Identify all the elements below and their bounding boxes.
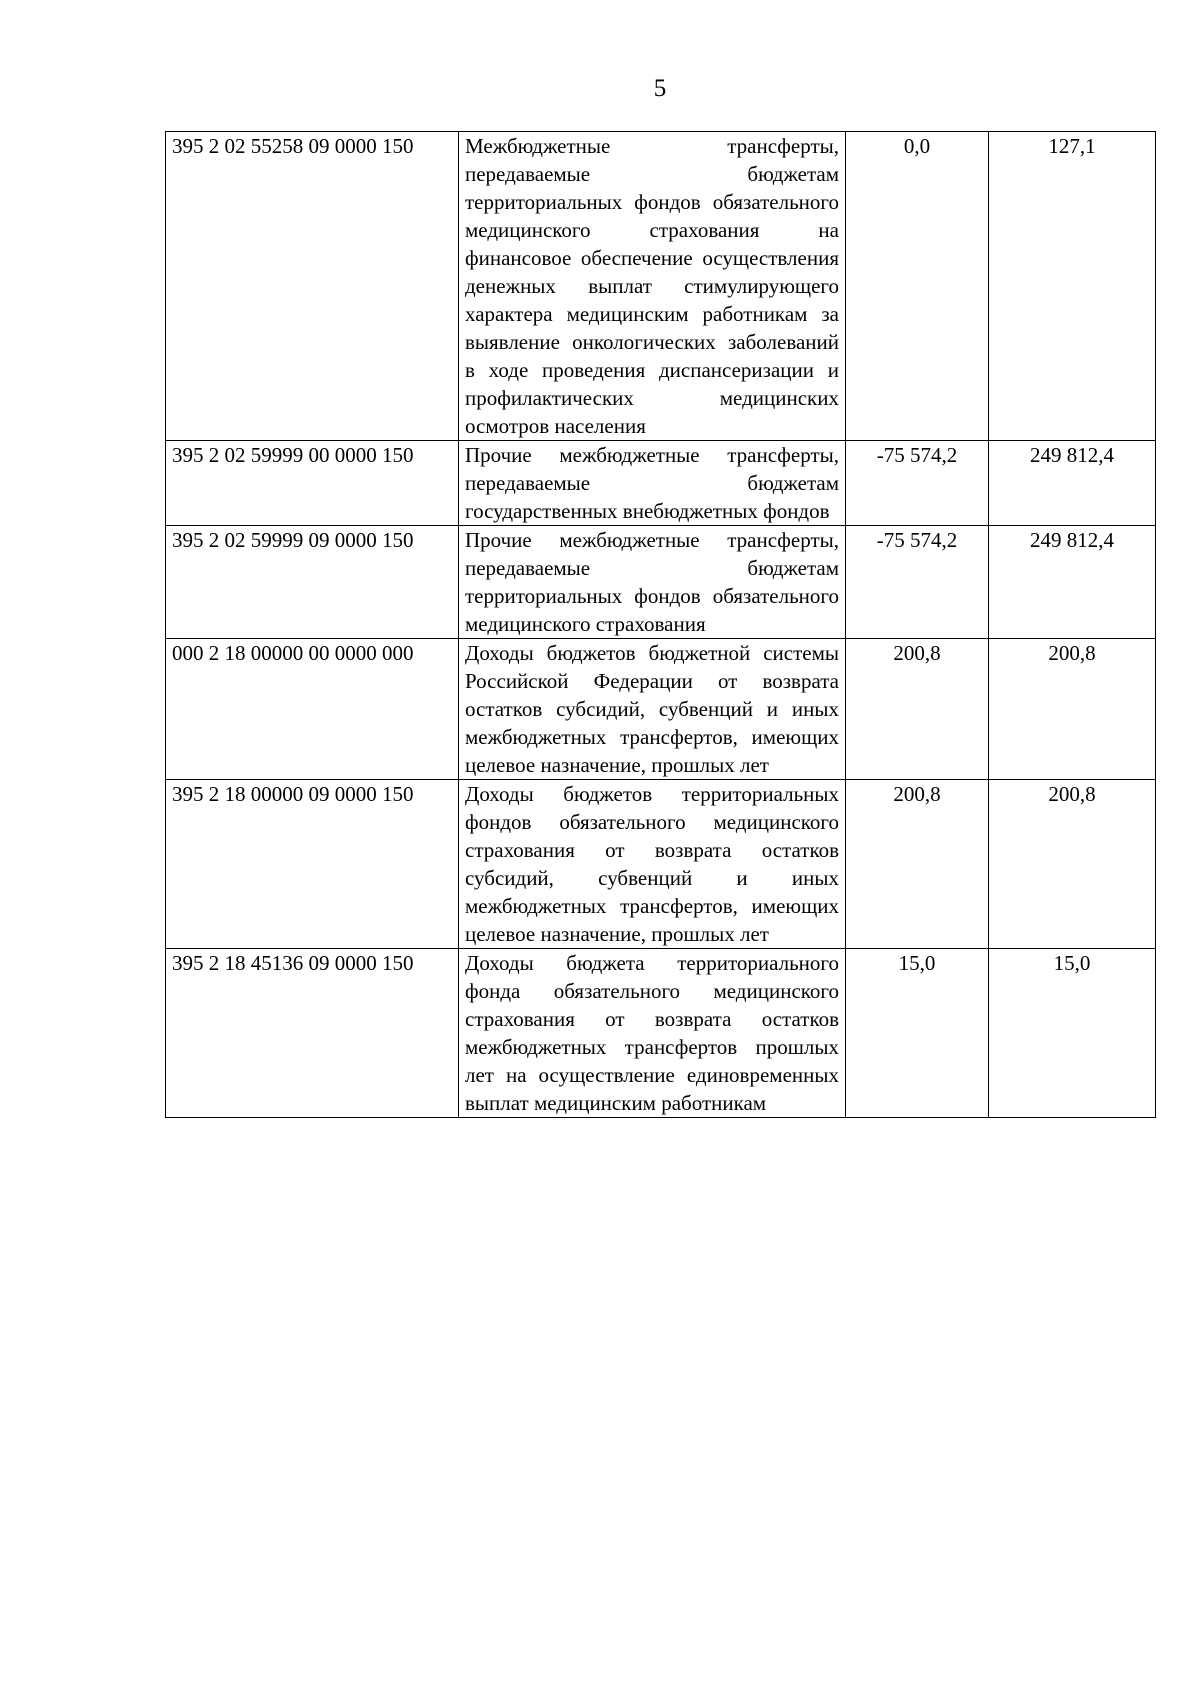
table-row [166,639,1156,780]
value-2-cell: 249 812,4 [989,441,1156,526]
revenue-name-cell: Доходы бюджета территориального фонда обязательного медицинского страхования от возврата остатков межбюджетных трансфертов прошлых лет на осуществление единовременных выплат медицинским работникам [459,949,846,1118]
budget-code-cell: 395 2 02 59999 00 0000 150 [166,441,459,526]
value-1-cell: 15,0 [846,949,989,1118]
value-2-cell: 127,1 [989,132,1156,441]
value-1-cell: 0,0 [846,132,989,441]
value-2-cell: 15,0 [989,949,1156,1118]
revenue-name-cell: Прочие межбюджетные трансферты, передаваемые бюджетам государственных внебюджетных фондов [459,441,846,526]
budget-code-cell: 395 2 02 59999 09 0000 150 [166,526,459,639]
value-1-cell: 200,8 [846,780,989,949]
page-number: 5 [653,75,667,102]
value-2-cell: 200,8 [989,780,1156,949]
budget-code-cell: 395 2 02 55258 09 0000 150 [166,132,459,441]
table-row [166,780,1156,949]
value-1-cell: 200,8 [846,639,989,780]
table-row [166,441,1156,526]
budget-code-cell: 395 2 18 45136 09 0000 150 [166,949,459,1118]
value-1-cell: -75 574,2 [846,526,989,639]
revenue-name-cell: Прочие межбюджетные трансферты, передаваемые бюджетам территориальных фондов обязательного медицинского страхования [459,526,846,639]
value-1-cell: -75 574,2 [846,441,989,526]
value-2-cell: 200,8 [989,639,1156,780]
revenue-name-cell: Межбюджетные трансферты, передаваемые бюджетам территориальных фондов обязательного медицинского страхования на финансовое обеспечение осуществления денежных выплат стимулирующего характера медицинским работникам за выявление онкологических заболеваний в ходе проведения диспансеризации и профилактических медицинских осмотров населения [459,132,846,441]
budget-code-cell: 395 2 18 00000 09 0000 150 [166,780,459,949]
budget-code-cell: 000 2 18 00000 00 0000 000 [166,639,459,780]
table-row [166,132,1156,441]
budget-revenue-table [165,131,1156,1118]
table-row [166,526,1156,639]
revenue-name-cell: Доходы бюджетов бюджетной системы Российской Федерации от возврата остатков субсидий, субвенций и иных межбюджетных трансфертов, имеющих целевое назначение, прошлых лет [459,639,846,780]
revenue-name-cell: Доходы бюджетов территориальных фондов обязательного медицинского страхования от возврата остатков субсидий, субвенций и иных межбюджетных трансфертов, имеющих целевое назначение, прошлых лет [459,780,846,949]
table-row [166,949,1156,1118]
value-2-cell: 249 812,4 [989,526,1156,639]
